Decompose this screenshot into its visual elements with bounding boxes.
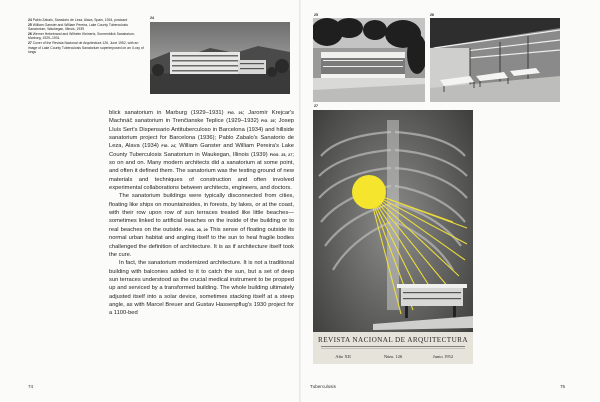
figure-reference: FIGS. 28, 29 (185, 227, 208, 232)
magazine-year: Año XII (335, 354, 351, 359)
caption-number: 27 (28, 41, 32, 46)
caption-number: 24 (28, 18, 32, 22)
body-paragraph-3 (109, 259, 294, 317)
sun-disc (352, 175, 386, 209)
figure-captions (28, 18, 146, 55)
text-run: ; so on and on. Many modern architects did a sanatorium at some point, and often it defined them. The sanatorium was the testing ground of new materials and techniques of construction and often involved experimental collaborations between architects, engineers, and doctors. (109, 151, 294, 192)
magazine-date: Junio 1952 (432, 354, 454, 359)
text-run: ; Jaromír Krejcar's Machnáč sanatorium in Trenčianske Teplice (1929–1932) (109, 110, 294, 125)
magazine-title: REVISTA NACIONAL DE ARQUITECTURA (318, 336, 468, 344)
text-run: This sense of floating outside its normal urban habitat and angling itself to the sun to heal fragile bodies challenged the definition of architecture. It is as if architecture itself took the cure. (109, 226, 294, 258)
text-run: The sanatorium buildings were typically disconnected from cities, floating like ships on mountainsides, in forests, by lakes, or at the coast, with their row upon row of sun terraces treated like little beaches—sometimes linked to artificial beaches on the inside of the building or to real beaches on the outside. (109, 193, 294, 233)
caption-text: Werner Hebebrand and Wilhelm Kleinertz, Sonnenblick Sanatorium, Marburg, 1929–1931. (28, 32, 135, 41)
body-text (109, 109, 294, 318)
caption-text: Cover of the Revista Nacional de Arquitectura 126, June 1952, with an image of Lake County Tuberculosis Sanatorium superimposed on an X-ray of lungs (28, 41, 144, 54)
caption-number: 26 (28, 32, 32, 37)
caption-24 (28, 18, 146, 22)
magazine-number: Núm. 126 (383, 354, 403, 359)
figure-label-24: 24 (150, 16, 154, 20)
caption-text: William Ganster and William Pereira, Lake County Tuberculosis Sanatorium, Waukegan, Illinois, 1939 (28, 22, 128, 32)
body-paragraph-1 (109, 109, 294, 192)
text-run: ; Josep Lluís Sert's Dispensario Antituberculoso in Barcelona (1934) and hillside sanatorium project for Barcelona (1936); Pablo Zabalo's Sanatorio de Leza, Alava (1934) (109, 118, 294, 150)
figure-label-25: 25 (314, 13, 318, 17)
figure-26-photo (430, 18, 560, 102)
text-run: blick sanatorium in Marburg (1929–1931) (109, 110, 228, 116)
figure-reference: FIG. 25 (261, 119, 275, 124)
figure-label-27: 27 (314, 104, 318, 108)
caption-27 (28, 41, 146, 54)
body-paragraph-2 (109, 192, 294, 259)
figure-reference: FIG. 26 (227, 111, 243, 115)
running-footer-section: Tuberculosis (310, 384, 336, 389)
caption-25 (28, 23, 146, 32)
figure-label-26: 26 (430, 13, 434, 17)
book-gutter (299, 0, 301, 402)
figure-25-photo (313, 18, 425, 102)
caption-number: 25 (28, 22, 32, 27)
caption-text: Pablo Zabalo, Sanatorio de Leza, Alava, Spain, 1934, postcard (32, 18, 128, 22)
figure-reference: FIG. 24 (161, 144, 176, 149)
figure-24-photo (150, 22, 290, 94)
page-number-right: 75 (560, 384, 566, 389)
figure-27-magazine-cover (313, 110, 473, 364)
text-run: In fact, the sanatorium modernized architecture. It is not a traditional building with balconies added to it to catch the sun, but a set of deep sun terraces understood as the crucial medical instrument to be propped up and serviced by a transformed building. The whole building ultimately adjusted itself into a solar device, sometimes stacking itself at a steep angle, as with Marcel Breuer and Gustav Hassenpflug's 1930 project for a 1100-bed (109, 260, 294, 317)
text-run: ; William Ganster and William Pereira's Lake County Tuberculosis Sanatorium in Waukegan, Illinois (1939) (109, 143, 295, 158)
figure-reference: FIGS. 25, 27 (269, 152, 293, 157)
page-number-left: 74 (28, 384, 34, 389)
caption-26 (28, 32, 146, 41)
